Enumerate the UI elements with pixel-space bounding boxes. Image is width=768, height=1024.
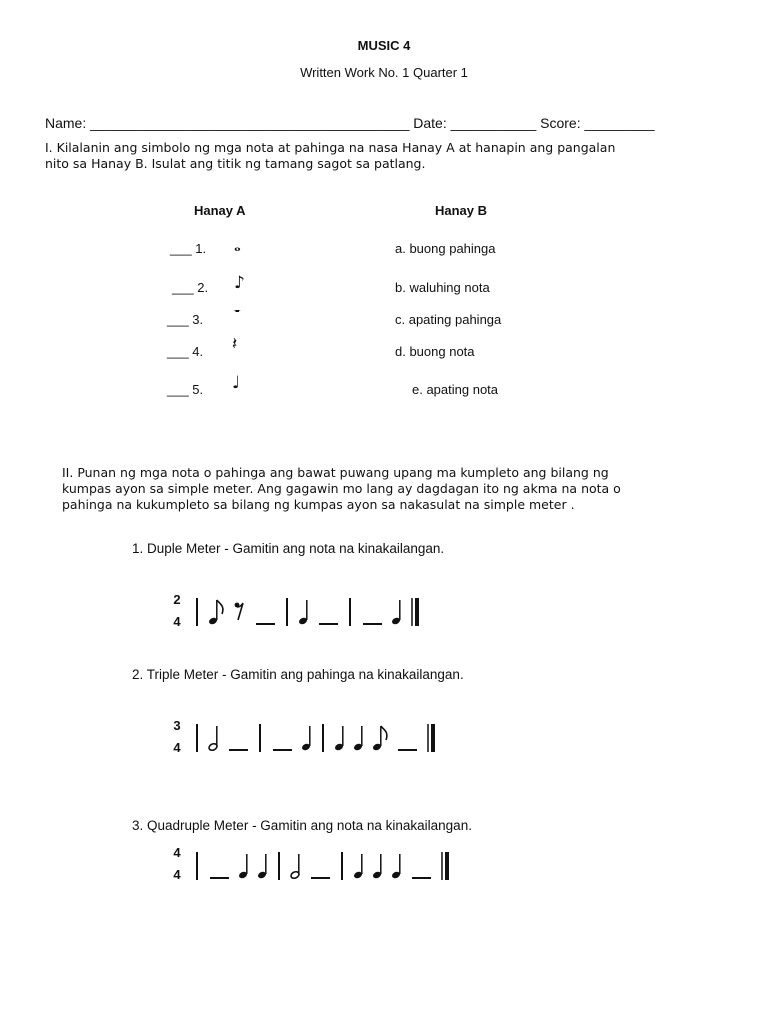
quarter-rest-icon: 𝄽 xyxy=(232,334,238,354)
quarter-note-icon xyxy=(353,854,363,879)
worksheet-title: MUSIC 4 xyxy=(357,38,411,53)
eighth-note-icon: ♪ xyxy=(234,273,245,293)
instruction-line: kumpas ayon sa simple meter. Ang gagawin mo lang ay dagdagan ito ng akma na nota o xyxy=(62,481,621,496)
item-number: ___ 3. xyxy=(167,312,204,327)
instruction-line: nito sa Hanay B. Isulat ang titik ng tamang sagot sa patlang. xyxy=(45,156,426,171)
whole-rest-icon: 𝄻 xyxy=(234,305,241,325)
quarter-note-icon xyxy=(334,726,344,751)
item-number: ___ 4. xyxy=(167,344,204,359)
quarter-note-icon xyxy=(391,600,401,625)
hanay-a-header: Hanay A xyxy=(194,203,246,218)
time-signature xyxy=(170,842,184,886)
time-signature-top: 2 xyxy=(173,592,181,607)
answer-option: e. apating nota xyxy=(412,382,499,397)
eighth-rest-icon xyxy=(235,603,243,620)
final-bar-line xyxy=(412,598,419,626)
time-signature-bottom: 4 xyxy=(173,740,181,755)
item-number: ___ 5. xyxy=(167,382,204,397)
time-signature xyxy=(170,715,184,759)
rhythm-notation xyxy=(193,596,423,628)
quarter-note-icon xyxy=(298,600,308,625)
rhythm-notation xyxy=(193,722,439,754)
time-signature-top: 3 xyxy=(173,718,181,733)
exercise-2-label: 2. Triple Meter - Gamitin ang pahinga na kinakailangan. xyxy=(132,667,464,682)
item-number: ___ 1. xyxy=(170,241,207,256)
answer-option: c. apating pahinga xyxy=(395,312,502,327)
quarter-note-icon xyxy=(391,854,401,879)
half-note-icon xyxy=(290,854,300,879)
part2-instruction xyxy=(62,465,621,513)
time-signature-bottom: 4 xyxy=(173,614,181,629)
part1-instruction xyxy=(45,140,615,172)
rhythm-line-3 xyxy=(193,850,453,882)
rhythm-line-1 xyxy=(193,596,423,628)
time-signature-top: 4 xyxy=(173,845,181,860)
answer-option: d. buong nota xyxy=(395,344,475,359)
eighth-note-icon xyxy=(208,600,223,625)
worksheet-subtitle: Written Work No. 1 Quarter 1 xyxy=(300,65,468,80)
instruction-line: II. Punan ng mga nota o pahinga ang bawat puwang upang ma kumpleto ang bilang ng xyxy=(62,465,609,480)
rhythm-notation xyxy=(193,850,453,882)
eighth-note-icon xyxy=(372,726,387,751)
exercise-3-label: 3. Quadruple Meter - Gamitin ang nota na kinakailangan. xyxy=(132,818,472,833)
exercise-1-label: 1. Duple Meter - Gamitin ang nota na kinakailangan. xyxy=(132,541,445,556)
instruction-line: pahinga na kukumpleto sa bilang ng kumpas ayon sa nakasulat na simple meter . xyxy=(62,497,575,512)
quarter-note-icon xyxy=(238,854,248,879)
answer-option: a. buong pahinga xyxy=(395,241,496,256)
final-bar-line xyxy=(428,724,435,752)
half-note-icon xyxy=(208,726,218,751)
time-signature-bottom: 4 xyxy=(173,867,181,882)
hanay-b-header: Hanay B xyxy=(435,203,488,218)
final-bar-line xyxy=(442,852,449,880)
whole-note-icon: 𝅝 xyxy=(234,236,241,256)
quarter-note-icon: ♩ xyxy=(232,373,241,393)
name-date-score-line: Name: _________________________________________ Date: ___________ Score: _________ xyxy=(45,115,655,131)
quarter-note-icon xyxy=(372,854,382,879)
time-signature xyxy=(170,589,184,633)
answer-option: b. waluhing nota xyxy=(395,280,490,295)
quarter-note-icon xyxy=(353,726,363,751)
instruction-line: I. Kilalanin ang simbolo ng mga nota at pahinga na nasa Hanay A at hanapin ang pangalan xyxy=(45,140,616,155)
item-number: ___ 2. xyxy=(172,280,209,295)
quarter-note-icon xyxy=(301,726,311,751)
quarter-note-icon xyxy=(257,854,267,879)
rhythm-line-2 xyxy=(193,722,439,754)
